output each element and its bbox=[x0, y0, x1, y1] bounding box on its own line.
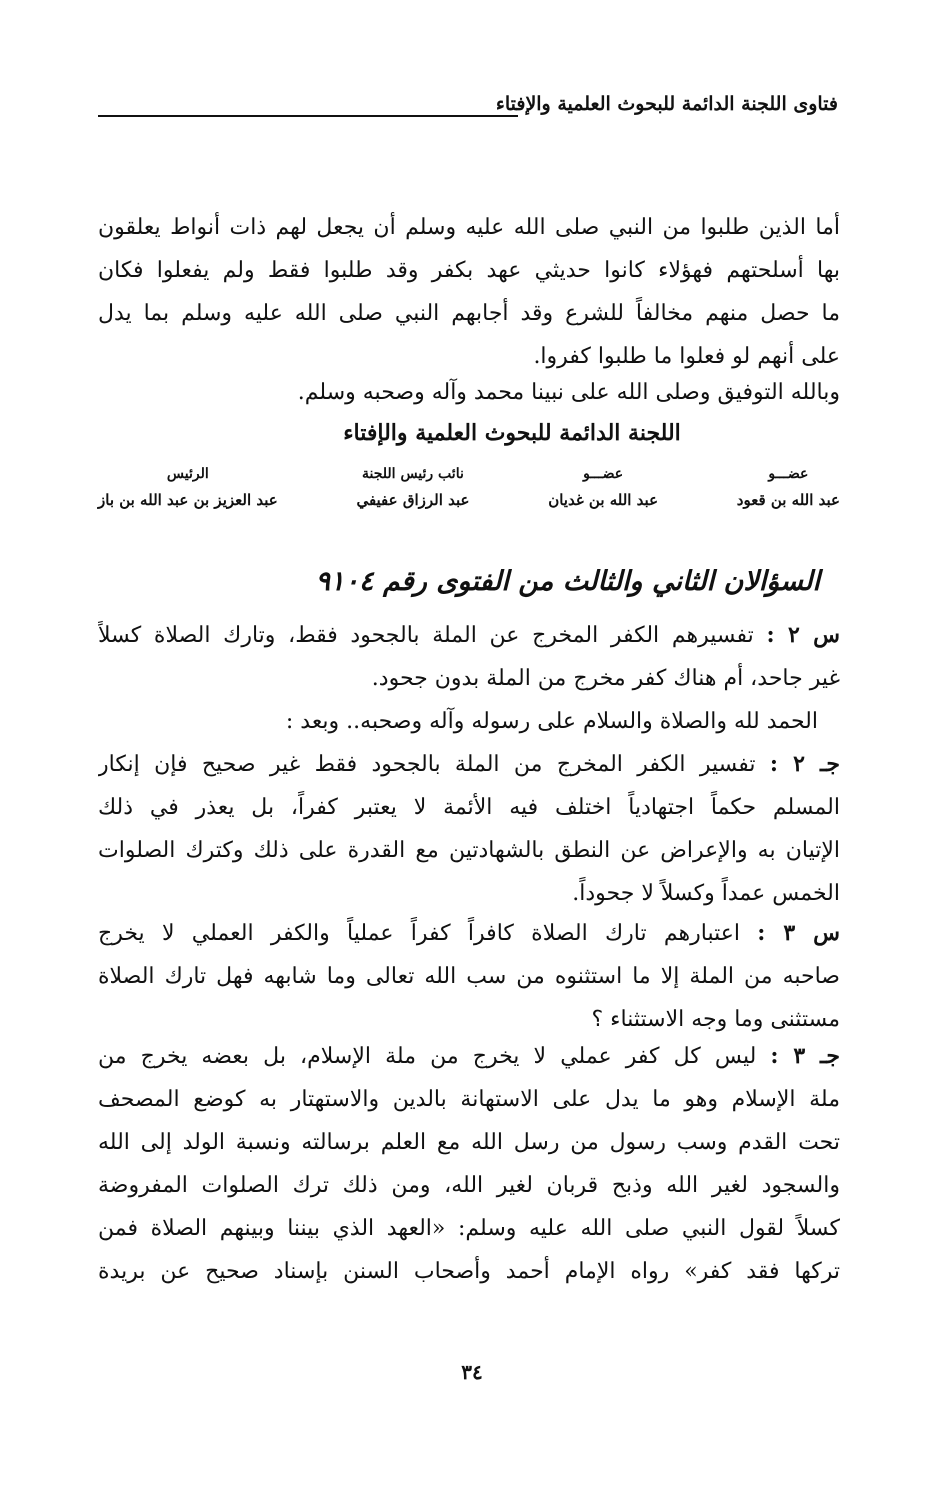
paragraph-line bbox=[98, 614, 840, 657]
question-3 bbox=[98, 912, 840, 1041]
paragraph-line: صاحبه من الملة إلا ما استثنوه من سب الله تعالى وما شابهه فهل تارك الصلاة bbox=[98, 964, 840, 989]
paragraph-line: الإتيان به والإعراض عن النطق بالشهادتين مع القدرة على ذلك وكترك الصلوات bbox=[98, 838, 840, 863]
answer-label: جـ ٢ : bbox=[769, 751, 840, 777]
paragraph-line: ما حصل منهم مخالفاً للشرع وقد أجابهم النبي صلى الله عليه وسلم بما يدل bbox=[98, 301, 840, 326]
paragraph-line: غير جاحد، أم هناك كفر مخرج من الملة بدون جحود. bbox=[371, 666, 840, 691]
paragraph-line: والسجود لغير الله وذبح قربان لغير الله، ومن ذلك ترك الصلوات المفروضة bbox=[98, 1173, 840, 1198]
paragraph-line: بها أسلحتهم فهؤلاء كانوا حديثي عهد بكفر وقد طلبوا فقط ولم يفعلوا فكان bbox=[98, 258, 840, 283]
paragraph-line bbox=[98, 1035, 840, 1078]
praise-paragraph bbox=[98, 700, 840, 743]
paragraph-line bbox=[98, 743, 840, 786]
question-label: س ٢ : bbox=[766, 622, 840, 648]
signatory-role: نائب رئيس اللجنة bbox=[362, 466, 464, 482]
signatory-role: عضـــو bbox=[583, 466, 624, 482]
opening-paragraph bbox=[98, 206, 840, 378]
signatory bbox=[356, 462, 469, 522]
paragraph-line: كسلاً لقول النبي صلى الله عليه وسلم: «العهد الذي بيننا وبينهم الصلاة فمن bbox=[98, 1216, 840, 1241]
signatory bbox=[737, 462, 840, 522]
question-label: س ٣ : bbox=[757, 920, 840, 946]
committee-title-text: اللجنة الدائمة للبحوث العلمية والإفتاء bbox=[343, 420, 681, 446]
question-text: اعتبارهم تارك الصلاة كافراً كفراً عملياً والكفر العملي لا يخرج bbox=[98, 921, 740, 946]
paragraph-line bbox=[98, 912, 840, 955]
question-2 bbox=[98, 614, 840, 700]
signatory-role: الرئيس bbox=[166, 466, 209, 482]
answer-3 bbox=[98, 1035, 840, 1293]
paragraph-line: الخمس عمداً وكسلاً لا جحوداً. bbox=[572, 881, 840, 906]
answer-text: ليس كل كفر عملي لا يخرج من ملة الإسلام، بل بعضه يخرج من bbox=[98, 1044, 757, 1069]
question-text: تفسيرهم الكفر المخرج عن الملة بالجحود فقط، وتارك الصلاة كسلاً bbox=[98, 623, 754, 648]
running-head-rule bbox=[98, 115, 518, 117]
paragraph-line: على أنهم لو فعلوا ما طلبوا كفروا. bbox=[533, 344, 840, 369]
signatory bbox=[548, 462, 658, 522]
paragraph-line: المسلم حكماً اجتهادياً اختلف فيه الأئمة لا يعتبر كفراً، بل يعذر في ذلك bbox=[98, 795, 840, 820]
answer-text: تفسير الكفر المخرج من الملة بالجحود فقط غير صحيح فإن إنكار bbox=[98, 752, 756, 777]
signatory-name: عبد الرزاق عفيفي bbox=[356, 491, 470, 509]
signatory bbox=[98, 462, 278, 522]
answer-label: جـ ٣ : bbox=[770, 1043, 840, 1069]
signatory-name: عبد العزيز بن عبد الله بن باز bbox=[98, 491, 278, 509]
signatory-name: عبد الله بن قعود bbox=[736, 491, 840, 509]
section-heading: السؤالان الثاني والثالث من الفتوى رقم ٩١٠٤ bbox=[315, 566, 820, 597]
signatory-role: عضـــو bbox=[768, 466, 809, 482]
running-head-title: فتاوى اللجنة الدائمة للبحوث العلمية والإفتاء bbox=[495, 93, 838, 115]
paragraph-line: الحمد لله والصلاة والسلام على رسوله وآله وصحبه.. وبعد : bbox=[285, 709, 818, 734]
signatory-name: عبد الله بن غديان bbox=[548, 491, 659, 509]
paragraph-line: ملة الإسلام وهو ما يدل على الاستهانة بالدين والاستهتار به كوضع المصحف bbox=[98, 1087, 840, 1112]
answer-2 bbox=[98, 743, 840, 915]
page-number: ٣٤ bbox=[461, 1360, 483, 1384]
committee-title bbox=[0, 420, 944, 446]
paragraph-line: تحت القدم وسب رسول من رسل الله مع العلم برسالته ونسبة الولد إلى الله bbox=[98, 1130, 840, 1155]
closing-line: وبالله التوفيق وصلى الله على نبينا محمد وآله وصحبه وسلم. bbox=[297, 380, 840, 405]
paragraph-line: أما الذين طلبوا من النبي صلى الله عليه وسلم أن يجعل لهم ذات أنواط يعلقون bbox=[98, 215, 840, 240]
paragraph-line: تركها فقد كفر» رواه الإمام أحمد وأصحاب السنن بإسناد صحيح عن بريدة bbox=[98, 1259, 840, 1284]
running-head bbox=[98, 93, 838, 133]
signatories bbox=[98, 462, 840, 522]
paragraph-line: مستثنى وما وجه الاستثناء ؟ bbox=[591, 1007, 840, 1032]
